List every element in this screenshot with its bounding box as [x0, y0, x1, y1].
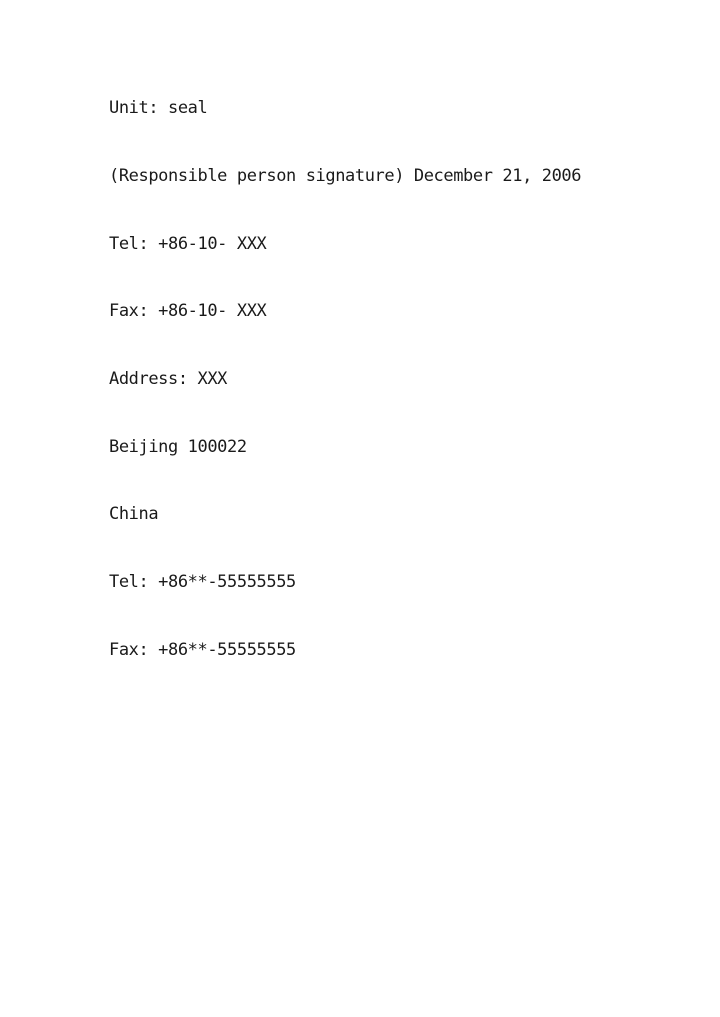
secondary-fax-line: Fax: +86**-55555555 — [109, 640, 296, 660]
signature-date-line: (Responsible person signature) December 21, 2006 — [109, 166, 582, 186]
city-postcode-line: Beijing 100022 — [109, 437, 247, 457]
telephone-line: Tel: +86-10- XXX — [109, 234, 267, 254]
country-line: China — [109, 504, 159, 524]
address-line: Address: XXX — [109, 369, 228, 389]
unit-seal-line: Unit: seal — [109, 98, 208, 118]
secondary-telephone-line: Tel: +86**-55555555 — [109, 572, 296, 592]
fax-line: Fax: +86-10- XXX — [109, 301, 267, 321]
